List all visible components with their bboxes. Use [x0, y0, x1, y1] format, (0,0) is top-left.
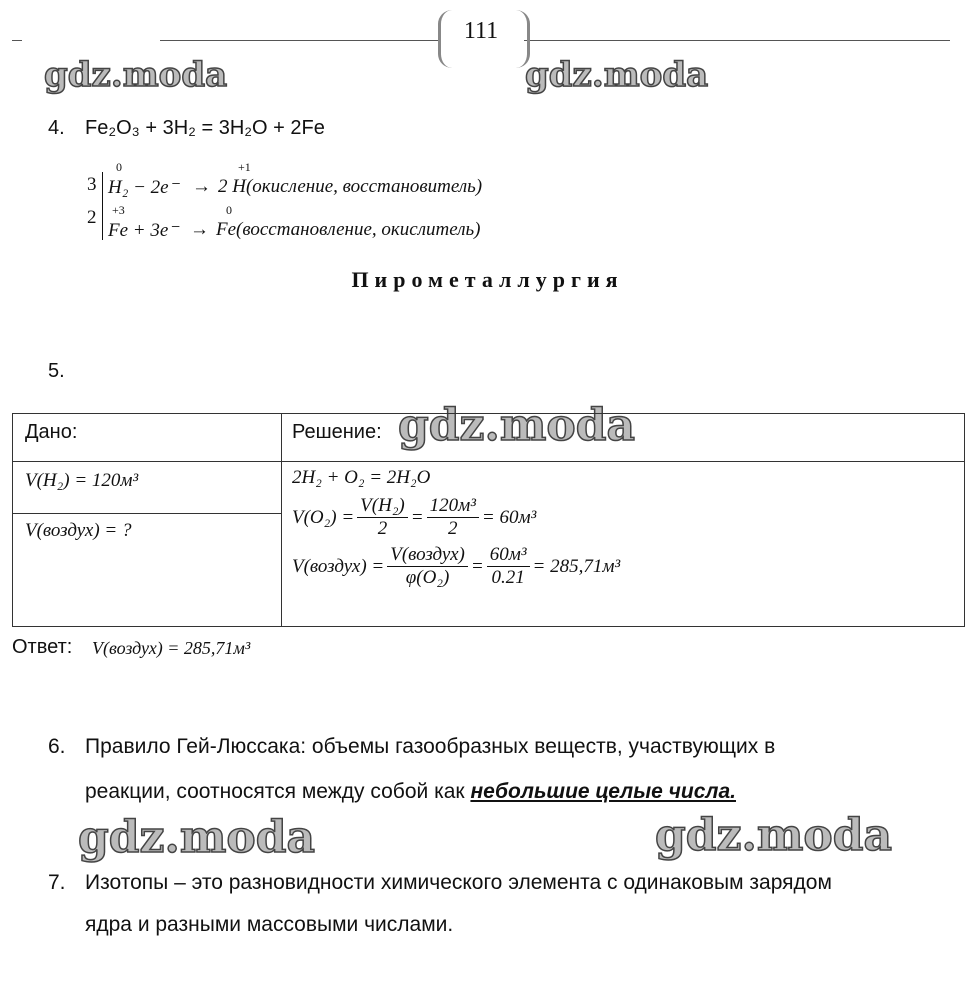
item7-line1: Изотопы – это разновидности химического элемента с одинаковым зарядом: [85, 871, 832, 894]
eq3-f1-den: φ(O₂): [405, 567, 450, 588]
item4-bracket: [102, 172, 103, 240]
eq3-f1-num: V(воздух): [387, 544, 468, 567]
given-label: Дано:: [25, 421, 78, 443]
watermark-top-left: gdz.moda: [44, 55, 228, 95]
eq2-f1-num: V(H₂): [357, 495, 408, 518]
header-rule-left-long: [160, 40, 438, 41]
eq3-result: = 285,71м³: [532, 555, 621, 577]
item6-number: 6.: [48, 735, 66, 758]
page-number: 111: [463, 18, 499, 44]
item4-line2-coef: 2: [87, 207, 97, 228]
given-header-cell: [13, 414, 282, 462]
header-rule-right: [524, 40, 950, 41]
item4-line1-lhs: H₂ − 2e⁻: [108, 177, 179, 198]
solution-eq1: 2H₂ + O₂ = 2H₂O: [292, 467, 431, 488]
item4-number: 4.: [48, 117, 65, 139]
eq2-result: = 60м³: [481, 506, 537, 528]
item7-number: 7.: [48, 871, 66, 894]
watermark-table: gdz.moda: [398, 400, 636, 451]
item4-line2-rhs: Fe(восстановление, окислитель): [216, 219, 481, 240]
eq3-f2-den: 0.21: [491, 567, 525, 588]
given-solution-table: [12, 413, 965, 627]
item4-line1-coef: 3: [87, 174, 97, 195]
eq2-f2-den: 2: [448, 518, 458, 539]
item5-number: 5.: [48, 360, 65, 382]
eq2-fraction-1: [357, 495, 408, 540]
item4-line1-oxidation-right: +1: [238, 160, 251, 174]
item4-line1-rhs: 2 H(окисление, восстановитель): [218, 176, 483, 197]
item4-line2-oxidation-left: +3: [112, 203, 125, 217]
solution-eq2: [282, 489, 964, 540]
item6-emphasis: небольшие целые числа.: [470, 780, 736, 803]
eq3-fraction-2: [487, 544, 530, 589]
item4-line1-oxidation-left: 0: [116, 160, 122, 174]
section-heading: Пирометаллургия: [351, 267, 624, 292]
given-value-cell-2: [13, 514, 282, 627]
item6-line1: Правило Гей-Люссака: объемы газообразных веществ, участвующих в: [85, 735, 776, 758]
watermark-bottom-right: gdz.moda: [655, 810, 893, 861]
item7-line2: ядра и разными массовыми числами.: [85, 913, 454, 936]
eq2-f2-num: 120м³: [427, 495, 479, 518]
given-volume-air: V(воздух) = ?: [25, 520, 132, 541]
eq3-lhs: V(воздух) =: [292, 555, 385, 577]
eq3-equals: =: [470, 555, 484, 577]
given-value-cell-1: [13, 462, 282, 514]
eq2-lhs: V(O₂) =: [292, 506, 355, 528]
item4-line2-lhs: Fe + 3e⁻: [108, 220, 179, 241]
eq2-equals: =: [410, 506, 424, 528]
item6-line2: [85, 780, 736, 804]
answer-value: V(воздух) = 285,71м³: [92, 638, 251, 658]
item4-line2-arrow: →: [190, 219, 209, 240]
eq2-f1-den: 2: [377, 518, 388, 539]
eq2-fraction-2: [427, 495, 479, 540]
solution-label: Решение:: [292, 421, 382, 443]
item4-line1-arrow: →: [192, 176, 211, 197]
solution-cell: [282, 462, 965, 627]
answer-label: Ответ:: [12, 636, 73, 658]
given-volume-h2: V(H₂) = 120м³: [25, 470, 139, 491]
solution-header-cell: [282, 414, 965, 462]
eq3-fraction-1: [387, 544, 468, 589]
item6-line2-prefix: реакции, соотносятся между собой как: [85, 780, 471, 803]
solution-eq3: [282, 540, 964, 595]
item4-equation: Fe₂O₃ + 3H₂ = 3H₂O + 2Fe: [85, 117, 325, 139]
eq3-f2-num: 60м³: [487, 544, 530, 567]
watermark-bottom-left: gdz.moda: [78, 812, 316, 863]
watermark-top-right: gdz.moda: [525, 55, 709, 95]
header-rule-left: [12, 40, 22, 41]
item4-line2-oxidation-right: 0: [226, 203, 232, 217]
